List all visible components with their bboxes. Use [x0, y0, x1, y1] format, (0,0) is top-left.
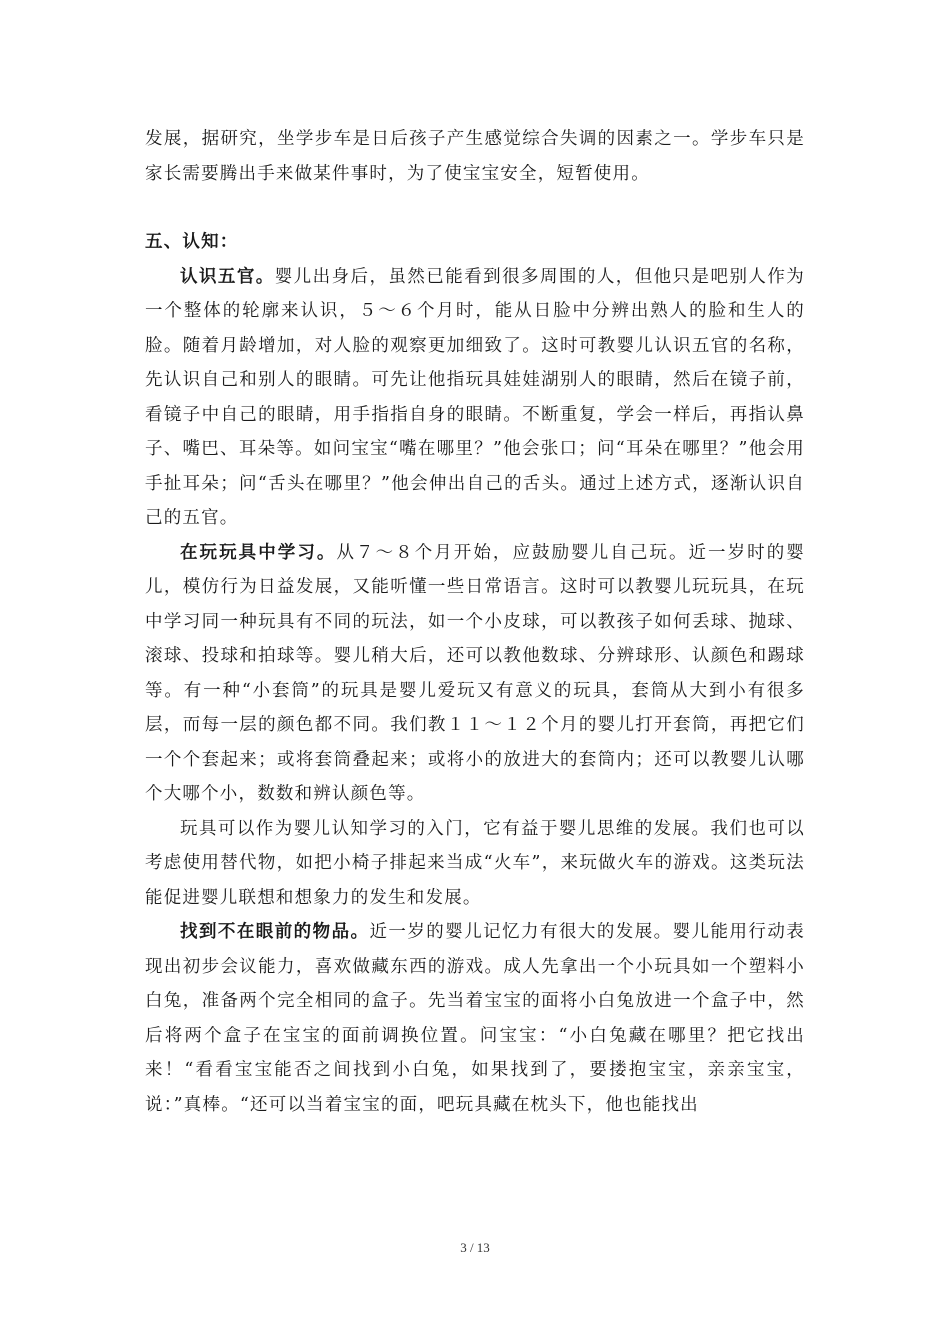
section-heading: 五、认知： — [145, 232, 239, 252]
paragraph-toy-learning — [145, 536, 805, 812]
paragraph-lead: 找到不在眼前的物品。 — [180, 922, 370, 942]
paragraph-lead: 在玩玩具中学习。 — [180, 542, 337, 563]
paragraph-body: 近一岁的婴儿记忆力有很大的发展。婴儿能用行动表现出初步会议能力，喜欢做藏东西的游戏。成人先拿出一个小玩具如一个塑料小白兔，准备两个完全相同的盒子。先当着宝宝的面将小白兔放进一个盒子中，然后将两个盒子在宝宝的面前调换位置。问宝宝：“小白兔藏在哪里？把它找出来！“看看宝宝能否之间找到小白兔，如果找到了，要搂抱宝宝，亲亲宝宝，说：”真棒。“还可以当着宝宝的面，吧玩具藏在枕头下，他也能找出 — [145, 922, 805, 1115]
paragraph-find-hidden-objects — [145, 915, 805, 1122]
paragraph-body: 婴儿出身后，虽然已能看到很多周围的人，但他只是吧别人作为一个整体的轮廓来认识，５～６个月时，能从日脸中分辨出熟人的脸和生人的脸。随着月龄增加，对人脸的观察更加细致了。这时可教婴儿认识五官的名称，先认识自己和别人的眼睛。可先让他指玩具娃娃湖别人的眼睛，然后在镜子前，看镜子中自己的眼睛，用手指指自身的眼睛。不断重复，学会一样后，再指认鼻子、嘴巴、耳朵等。如问宝宝“嘴在哪里？”他会张口；问“耳朵在哪里？”他会用手扯耳朵；问“舌头在哪里？”他会伸出自己的舌头。通过上述方式，逐渐认识自己的五官。 — [145, 266, 805, 528]
page-number: 3 / 13 — [460, 1240, 490, 1255]
paragraph-body: 从７～８个月开始，应鼓励婴儿自己玩。近一岁时的婴儿，模仿行为日益发展，又能听懂一些日常语言。这时可以教婴儿玩玩具，在玩中学习同一种玩具有不同的玩法，如一个小皮球，可以教孩子如何丢球、抛球、滚球、投球和拍球等。婴儿稍大后，还可以教他数球、分辨球形、认颜色和踢球等。有一种“小套筒”的玩具是婴儿爱玩又有意义的玩具，套筒从大到小有很多层，而每一层的颜色都不同。我们教１１～１２个月的婴儿打开套筒，再把它们一个个套起来；或将套筒叠起来；或将小的放进大的套筒内；还可以教婴儿认哪个大哪个小，数数和辨认颜色等。 — [145, 542, 805, 804]
intro-paragraph: 发展，据研究，坐学步车是日后孩子产生感觉综合失调的因素之一。学步车只是家长需要腾出手来做某件事时，为了使宝宝安全，短暂使用。 — [145, 129, 805, 184]
body-text — [145, 122, 805, 1122]
paragraph-lead: 认识五官。 — [180, 266, 275, 287]
paragraph-spacer — [145, 191, 805, 225]
paragraph-facial-features — [145, 260, 805, 536]
paragraph-toy-substitutes: 玩具可以作为婴儿认知学习的入门，它有益于婴儿思维的发展。我们也可以考虑使用替代物，如把小椅子排起来当成“火车”，来玩做火车的游戏。这类玩法能促进婴儿联想和想象力的发生和发展。 — [145, 818, 805, 908]
